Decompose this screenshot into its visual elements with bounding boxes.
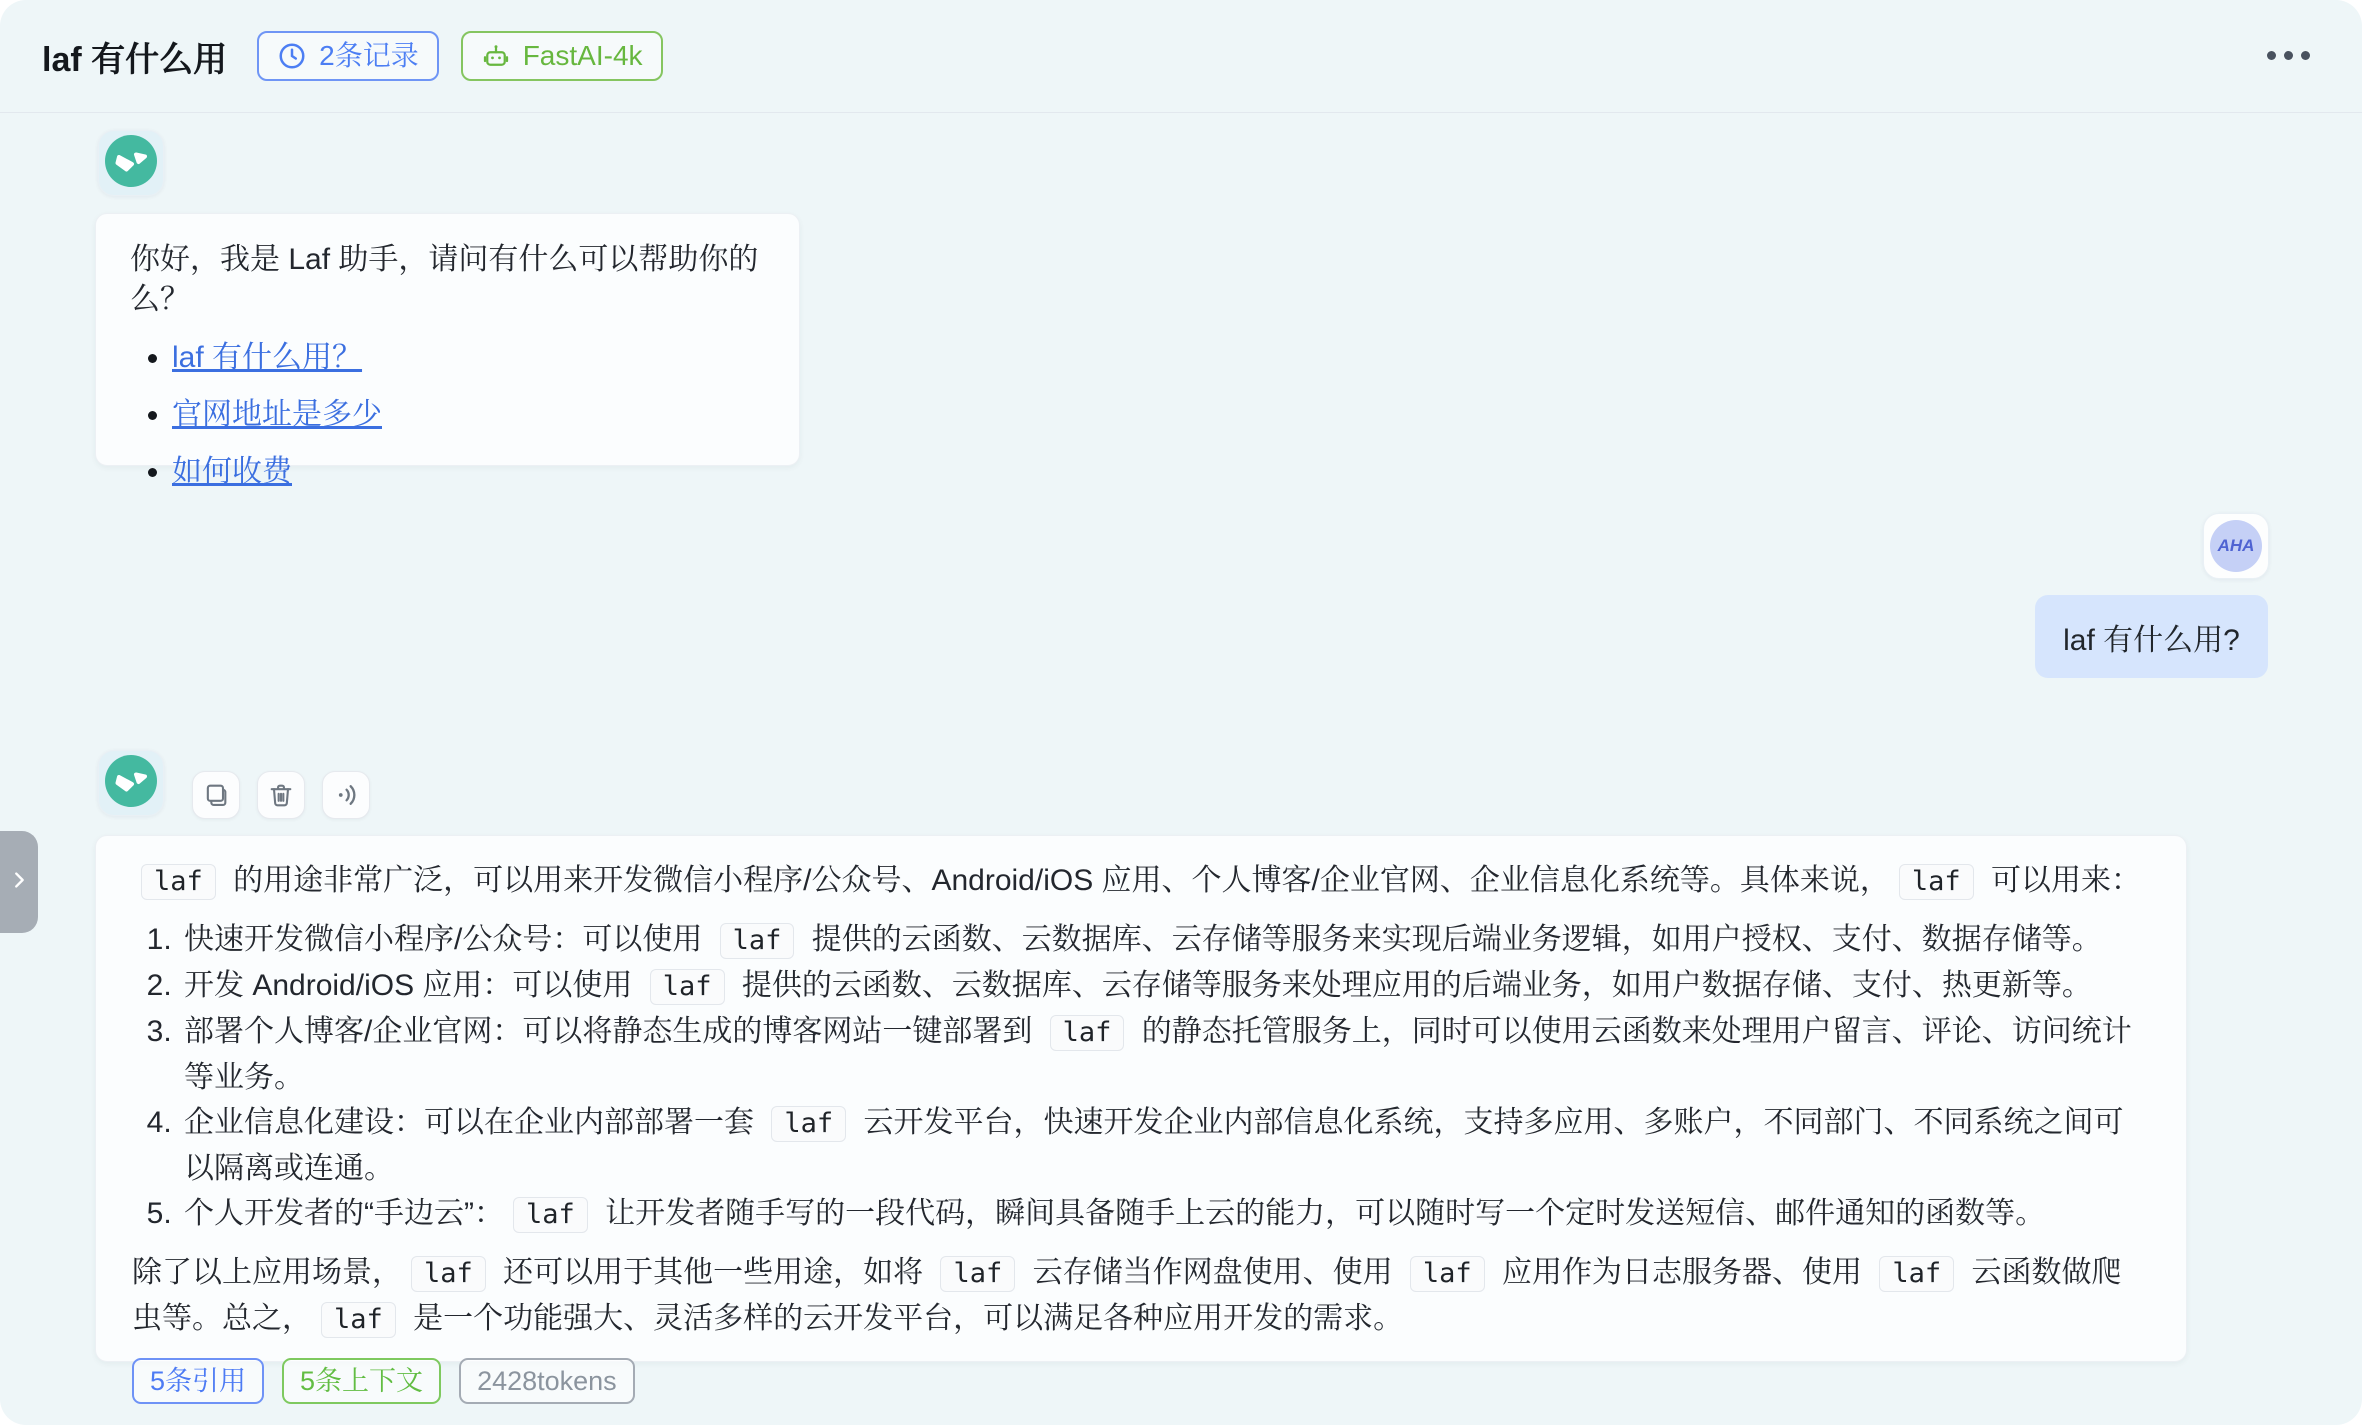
chat-header xyxy=(0,0,2362,113)
model-badge[interactable] xyxy=(461,31,663,81)
suggested-question-link[interactable]: 如何收费 xyxy=(172,455,292,488)
user-avatar-icon: AHA xyxy=(2210,520,2262,572)
ellipsis-icon xyxy=(2267,47,2310,65)
chevron-right-icon xyxy=(8,869,30,896)
copy-icon xyxy=(202,781,230,809)
suggested-question-link[interactable]: laf 有什么用？ xyxy=(172,341,363,374)
answer-list-item: 2. 开发 Android/iOS 应用：可以使用 laf 提供的云函数、云数据库、云存储等服务来处理应用的后端业务，如用户数据存储、支付、热更新等。 xyxy=(180,963,2150,1009)
inline-code: laf xyxy=(720,923,795,959)
user-avatar xyxy=(2203,513,2269,579)
speaker-waves-icon xyxy=(332,781,360,809)
laf-logo-icon xyxy=(105,135,157,192)
welcome-bubble xyxy=(95,213,800,488)
answer-list-item: 3. 部署个人博客/企业官网：可以将静态生成的博客网站一键部署到 laf 的静态托管服务上，同时可以使用云函数来处理用户留言、评论、访问统计等业务。 xyxy=(180,1009,2150,1100)
voice-button[interactable] xyxy=(322,771,370,819)
quote-count-badge[interactable]: 5条引用 xyxy=(132,1358,264,1404)
tokens-badge[interactable]: 2428tokens xyxy=(459,1358,635,1404)
inline-code: laf xyxy=(1899,864,1974,900)
list-item xyxy=(172,454,765,490)
context-count-badge[interactable]: 5条上下文 xyxy=(282,1358,441,1404)
trash-icon xyxy=(267,781,295,809)
inline-code: laf xyxy=(771,1106,846,1142)
user-message-bubble: laf 有什么用? xyxy=(2035,595,2268,678)
robot-icon xyxy=(481,41,511,71)
inline-code: laf xyxy=(940,1256,1015,1292)
answer-intro: laf 的用途非常广泛，可以用来开发微信小程序/公众号、Android/iOS 应用、个人博客/企业官网、企业信息化系统等。具体来说， laf 可以用来： xyxy=(132,858,2150,904)
records-badge-label: 2条记录 xyxy=(319,40,419,71)
answer-bubble xyxy=(95,835,2187,1396)
answer-list-item: 5. 个人开发者的“手边云”： laf 让开发者随手写的一段代码，瞬间具备随手上云的能力，可以随时写一个定时发送短信、邮件通知的函数等。 xyxy=(180,1191,2150,1237)
inline-code: laf xyxy=(411,1256,486,1292)
clock-icon xyxy=(277,41,307,71)
suggested-questions xyxy=(130,340,765,490)
more-menu-button[interactable] xyxy=(2257,37,2320,75)
inline-code: laf xyxy=(513,1197,588,1233)
answer-list-item: 1. 快速开发微信小程序/公众号：可以使用 laf 提供的云函数、云数据库、云存储等服务来实现后端业务逻辑，如用户授权、支付、数据存储等。 xyxy=(180,917,2150,963)
inline-code: laf xyxy=(141,864,216,900)
assistant-avatar xyxy=(98,130,164,196)
suggested-question-link[interactable]: 官网地址是多少 xyxy=(172,398,382,431)
answer-footer xyxy=(132,1358,2150,1404)
records-badge[interactable] xyxy=(257,31,439,81)
list-item xyxy=(172,340,765,376)
inline-code: laf xyxy=(1879,1256,1954,1292)
list-item xyxy=(172,397,765,433)
copy-button[interactable] xyxy=(192,771,240,819)
answer-outro: 除了以上应用场景， laf 还可以用于其他一些用途，如将 laf 云存储当作网盘使用、使用 laf 应用作为日志服务器、使用 laf 云函数做爬虫等。总之， laf 是一个功能强大、灵活多样的云开发平台，可以满足各种应用开发的需求。 xyxy=(132,1250,2150,1342)
inline-code: laf xyxy=(1050,1015,1125,1051)
model-badge-label: FastAI-4k xyxy=(522,40,643,71)
inline-code: laf xyxy=(1410,1256,1485,1292)
assistant-avatar xyxy=(98,750,164,816)
answer-list xyxy=(132,917,2150,1237)
sidebar-expand-button[interactable] xyxy=(0,831,38,933)
inline-code: laf xyxy=(650,969,725,1005)
inline-code: laf xyxy=(321,1302,396,1338)
page-title: laf 有什么用 xyxy=(42,40,228,79)
laf-logo-icon xyxy=(105,755,157,812)
answer-list-item: 4. 企业信息化建设：可以在企业内部部署一套 laf 云开发平台，快速开发企业内部信息化系统，支持多应用、多账户，不同部门、不同系统之间可以隔离或连通。 xyxy=(180,1100,2150,1191)
delete-button[interactable] xyxy=(257,771,305,819)
welcome-greeting: 你好，我是 Laf 助手，请问有什么可以帮助你的么？ xyxy=(130,243,759,316)
